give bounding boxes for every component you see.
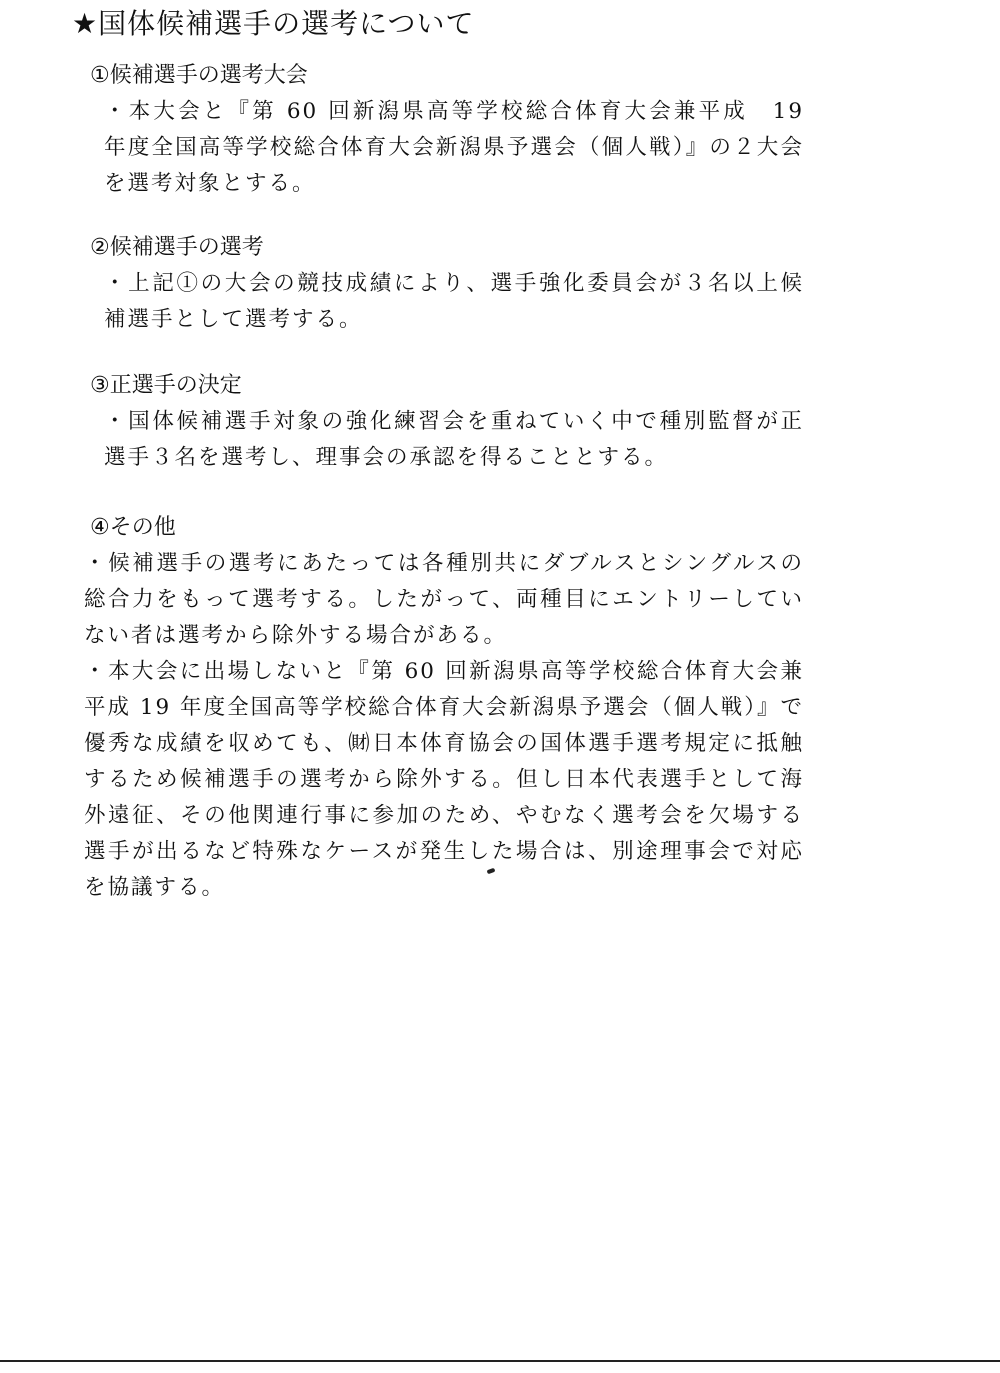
section-other xyxy=(84,510,804,906)
section-heading: ③正選手の決定 xyxy=(90,373,242,398)
bottom-rule xyxy=(0,1360,1000,1362)
section-paragraph: ・本大会と『第 60 回新潟県高等学校総合体育大会兼平成 19 年度全国高等学校総合体育大会新潟県予選会（個人戦）』の２大会を選考対象とする。 xyxy=(104,99,804,196)
section-paragraph: ・国体候補選手対象の強化練習会を重ねていく中で種別監督が正選手３名を選考し、理事会の承認を得ることとする。 xyxy=(104,409,804,470)
document-title: ★国体候補選手の選考について xyxy=(72,7,475,40)
section-heading: ②候補選手の選考 xyxy=(90,235,264,260)
section-paragraph: ・本大会に出場しないと『第 60 回新潟県高等学校総合体育大会兼平成 19 年度全国高等学校総合体育大会新潟県予選会（個人戦）』で優秀な成績を収めても、㈶日本体育協会の国体選手選考規定に抵触するため候補選手の選考から除外する。但し日本代表選手として海外遠征、その他関連行事に参加のため、やむなく選考会を欠場する選手が出るなど特殊なケースが発生した場合は、別途理事会で対応を協議する。 xyxy=(84,659,804,900)
section-candidate-selection xyxy=(84,230,804,338)
section-heading: ④その他 xyxy=(90,515,176,540)
section-paragraph: ・候補選手の選考にあたっては各種別共にダブルスとシングルスの総合力をもって選考する。したがって、両種目にエントリーしていない者は選考から除外する場合がある。 xyxy=(84,551,804,648)
section-selection-tournaments xyxy=(84,58,804,202)
section-paragraph: ・上記①の大会の競技成績により、選手強化委員会が３名以上候補選手として選考する。 xyxy=(104,271,804,332)
section-final-player-decision xyxy=(84,368,804,476)
section-heading: ①候補選手の選考大会 xyxy=(90,63,308,88)
